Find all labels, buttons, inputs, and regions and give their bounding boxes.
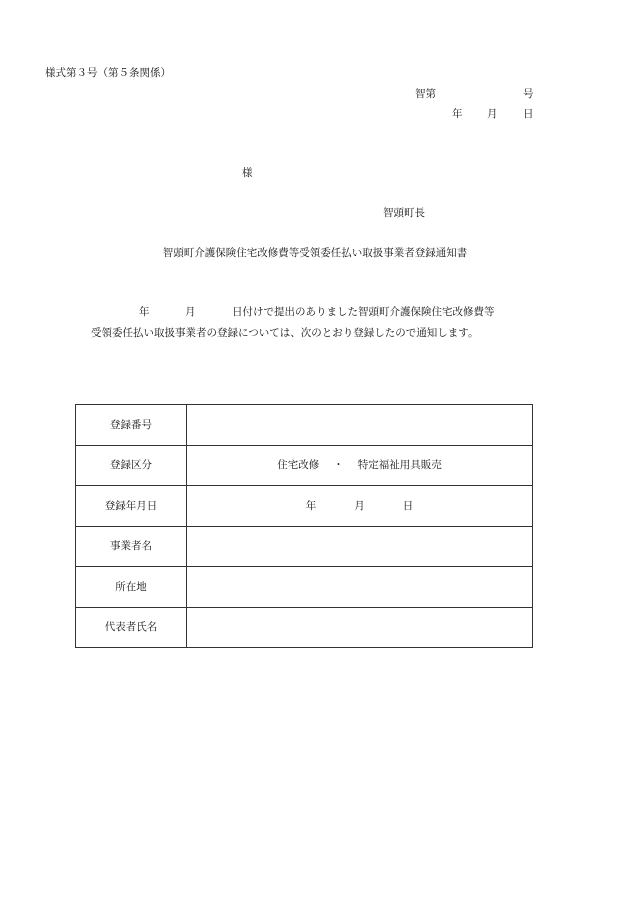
addressee-honorific: 様 [242, 167, 253, 179]
reg-date-year: 年 [305, 499, 317, 512]
document-number-suffix: 号 [523, 88, 534, 100]
address-label: 所在地 [76, 567, 187, 608]
table-row [76, 607, 533, 648]
document-number-prefix: 智第 [415, 88, 436, 100]
registration-date-field[interactable] [187, 486, 533, 527]
representative-name-label: 代表者氏名 [76, 607, 187, 648]
sender-name: 智頭町長 [383, 207, 425, 219]
reg-date-day: 日 [402, 499, 414, 512]
table-row [76, 445, 533, 486]
issue-date-day: 日 [523, 108, 534, 120]
body-year-label: 年 [139, 306, 150, 318]
registration-date-label: 登録年月日 [76, 486, 187, 527]
registration-number-label: 登録番号 [76, 405, 187, 446]
table-row [76, 405, 533, 446]
reg-date-month: 月 [354, 499, 365, 512]
body-month-label: 月 [185, 306, 196, 318]
table-row [76, 567, 533, 608]
category-option-welfare-equipment[interactable]: 特定福祉用具販売 [357, 459, 442, 471]
category-option-housing-renovation[interactable]: 住宅改修 [277, 459, 320, 471]
representative-name-field[interactable] [187, 607, 533, 648]
document-title: 智頭町介護保険住宅改修費等受領委任払い取扱事業者登録通知書 [162, 247, 468, 259]
category-separator: ・ [333, 459, 344, 471]
body-line1-text: 日付けで提出のありました智頭町介護保険住宅改修費等 [232, 306, 495, 318]
registration-table [75, 404, 533, 648]
address-field[interactable] [187, 567, 533, 608]
table-row [76, 486, 533, 527]
issue-date-month: 月 [487, 108, 498, 120]
table-row [76, 526, 533, 567]
business-name-label: 事業者名 [76, 526, 187, 567]
registration-category-label: 登録区分 [76, 445, 187, 486]
body-paragraph-line2: 受領委任払い取扱事業者の登録については、次のとおり登録したので通知します。 [91, 327, 479, 339]
issue-date-year: 年 [452, 108, 463, 120]
registration-category-field[interactable] [187, 445, 533, 486]
business-name-field[interactable] [187, 526, 533, 567]
form-number: 様式第３号（第５条関係） [45, 67, 171, 79]
registration-number-field[interactable] [187, 405, 533, 446]
